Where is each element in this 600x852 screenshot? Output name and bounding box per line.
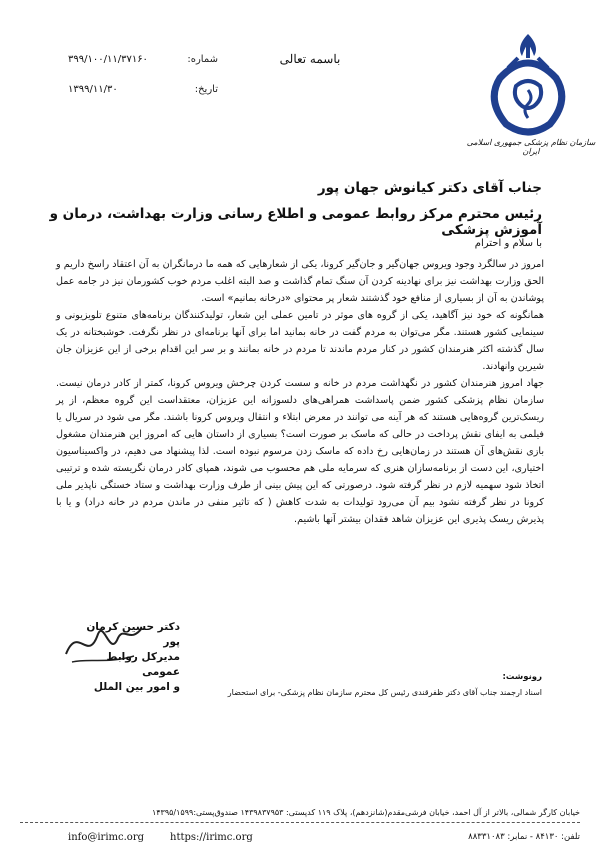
signer-name: دکتر حسین کرمان پور [86,621,180,648]
cc-text: اسناد ارجمند جناب آقای دکتر ظفرقندی رئیس کل محترم سازمان نظام پزشکی- برای استحضار [227,688,542,697]
signer-title-1: مدیرکل روابط عمومی [106,651,180,678]
body-paragraph-2: همانگونه که خود نیز آگاهید، یکی از گروه های موثر در تامین عملی این شعار، تولیدکنندگان برنامه‌های متنوع تلویزیونی و سینمایی کشور هستند. مگر می‌توان به مردم گفت در خانه بمانید اما برای آنها برنامه‌ای در نظر نگرفت. خوشبختانه در یک سال گذشته اکثر هنرمندان کشور در کنار مردم ماندند تا مردم در خانه بمانند و بر سر این اقدام برخی از این عزیزان جان شیرین وانهادند. [56,310,544,372]
number-value: ۳۹۹/۱۰۰/۱۱/۳۷۱۶۰ [68,54,148,65]
date-label: تاریخ: [194,84,218,95]
letter-date-row [68,84,218,95]
date-value: ۱۳۹۹/۱۱/۳۰ [68,84,118,95]
body-paragraph-3: جهاد امروز هنرمندان کشور در نگهداشت مردم در خانه و سست کردن چرخش ویروس کرونا، کمتر از کادر درمان نیست. سازمان نظام پزشکی کشور ضمن پاسداشت همراهی‌های دلسوزانه این عزیزان، معتقداست این گروه معظم، از پر ریسک‌ترین گروه‌هایی هستند که هر آینه می توانند در معرض ابتلاء و انتقال ویروس کرونا باشند. مگر می شود در سریال یا فیلمی به ایفای نقش پرداخت در حالی که ماسک بر صورت است؟ بسیاری از داستان هایی که امروز این هنرمندان مشغول بازی نقش‌های آن هستند در زمان‌هایی رخ داده که ماسک زدن مرسوم نبوده است. لذا پیشنهاد می دهیم، در واکسیناسیون اختیاری، این دست از برنامه‌سازان هنری که سرمایه ملی هم محسوب می شوند، همپای کادر درمان نگریسته شده و ترتیبی اتخاذ شود سهمیه لازم در نظر گرفته شود. درصورتی که این پیش بینی از طرف وزارت بهداشت و ستاد خستگی ناپذیر ملی کرونا در نظر گرفته نشود بیم آن می‌رود تولیدات به شدت کاهش ( که تاثیر منفی در ماندن مردم در خانه دراد) و یا با پذیرش ریسک پذیری این عزیزان شاهد فقدان بیشتر آنها باشیم. [56,378,544,525]
number-label: شماره: [187,54,218,65]
salutation: با سلام و احترام [474,238,542,249]
footer-divider [20,822,580,823]
addressee-title: رئیس محترم مرکز روابط عمومی و اطلاع رسانی وزارت بهداشت، درمان و آموزش پزشکی [49,206,542,238]
footer-website-link[interactable]: https://irimc.org [170,832,253,843]
footer-email-link[interactable]: info@irimc.org [68,832,145,843]
letter-number-row [68,54,218,65]
body-paragraph-1: امروز در سالگرد وجود ویروس جهان‌گیر و جان‌گیر کرونا، یکی از شعارهایی که همه ما درمانگران به آن اعتقاد راسخ داریم و الحق وزارت بهداشت نیز برای نهادینه کردن آن سنگ تمام گذاشت و صد البته اغلب مردم خوب کشورمان نیز در جامه عمل پوشاندن به آن از بسیاری از منافع خود گذشتند شعار پر محتوای «درخانه بمانیم» است. [56,259,544,304]
footer-address: خیابان کارگر شمالی، بالاتر از آل احمد، خیابان فرشی‌مقدم(شانزدهم)، پلاک ۱۱۹ کدپستی: ۱۴۳۹۸۳۷۹۵۳ صندوق‌پستی:۱۴۳۹۵/۱۵۹۹ [151,808,580,817]
organization-name: سازمان نظام پزشکی جمهوری اسلامی ایران [466,138,596,156]
signer-title-2: و امور بین الملل [93,681,180,693]
letter-body [56,256,544,528]
signature-block [70,620,180,695]
cc-title: رونوشت: [502,672,542,682]
addressee-name: جناب آقای دکتر کیانوش جهان پور [317,180,542,196]
basmala: باسمه تعالی [279,52,341,66]
footer-phone: تلفن: ۸۴۱۳۰ - نمابر: ۸۸۳۳۱۰۸۳ [468,832,580,842]
